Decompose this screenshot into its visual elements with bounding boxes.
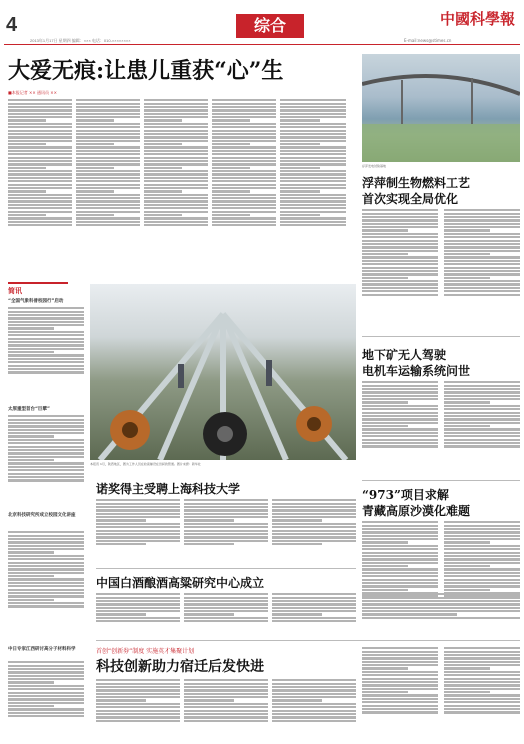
- nobel-col-2: [184, 498, 268, 564]
- lead-col-2: [76, 98, 140, 276]
- sidebar-item-body: [8, 660, 84, 740]
- lead-col-1: [8, 98, 72, 276]
- nobel-col-3: [272, 498, 356, 564]
- mine-col-1: [362, 380, 438, 476]
- liquor-col-3: [272, 592, 356, 636]
- header-rule: [4, 44, 520, 45]
- liquor-col-1: [96, 592, 180, 636]
- suqian-headline: 科技创新助力宿迁后发快进: [96, 659, 264, 675]
- contact-meta: E-mail:news@stimes.cn: [404, 38, 452, 43]
- biofuel-photo-caption: 浮萍发电试验基地: [362, 164, 387, 168]
- suqian-col-1: [96, 678, 180, 740]
- liquor-headline: 中国白酒酿酒高粱研究中心成立: [96, 576, 265, 590]
- lead-col-3: [144, 98, 208, 276]
- p973-headline-1: “973”项目求解: [362, 488, 449, 502]
- liquor-col-2: [184, 592, 268, 636]
- issue-meta: 2013年1月17日 星期四 编辑：××× 电话：010-××××××××: [30, 38, 131, 43]
- fuel-headline-1: 浮萍制生物燃料工艺: [362, 176, 471, 190]
- lead-byline: ■本报记者 ×× 通讯员 ××: [8, 90, 57, 95]
- biofuel-photo: [362, 54, 520, 162]
- divider: [362, 336, 520, 337]
- mine-col-2: [444, 380, 520, 476]
- fuel-col-2: [444, 208, 520, 332]
- sidebar-item-body: [8, 530, 84, 640]
- sidebar-item-title: 北京科技研究所成立校园文化讲座: [8, 513, 76, 518]
- suqian-col-5: [444, 646, 520, 740]
- section-badge: 综合: [236, 14, 304, 38]
- field-photo: [90, 284, 356, 460]
- sidebar-item-body: [8, 306, 84, 402]
- page-number: 4: [6, 14, 18, 36]
- suqian-kicker: 首创“创新券”制度 实施英才集聚计划: [96, 648, 195, 655]
- p973-headline-2: 青藏高原沙漠化难题: [362, 504, 471, 518]
- liquor-col-4: [362, 592, 520, 632]
- divider: [96, 568, 356, 569]
- field-photo-caption: 本报讯 1月，陕西地区，图为工作人员在检查铺设在田间的管道。图片来源：新华社: [90, 462, 201, 466]
- sidebar-item-body: [8, 414, 84, 508]
- lead-col-5: [280, 98, 346, 276]
- suqian-col-2: [184, 678, 268, 740]
- sidebar-heading: 简讯: [8, 287, 22, 295]
- sidebar-item-title: “全国气象科普校园行”启动: [8, 299, 64, 304]
- sidebar-item-title: 中日专家江西研讨高分子材料科学: [8, 647, 76, 652]
- lead-headline: 大爱无痕:让患儿重获“心”生: [8, 58, 284, 84]
- suqian-col-4: [362, 646, 438, 740]
- nobel-col-1: [96, 498, 180, 564]
- sidebar-rule: [8, 282, 68, 284]
- fuel-col-1: [362, 208, 438, 332]
- nobel-headline: 诺奖得主受聘上海科技大学: [96, 482, 241, 496]
- masthead-logo: 中國科學報: [440, 10, 516, 28]
- lead-col-4: [212, 98, 276, 276]
- mine-headline-2: 电机车运输系统问世: [362, 364, 471, 378]
- divider: [362, 480, 520, 481]
- divider: [96, 640, 520, 641]
- sidebar-item-title: 太原重型首台“巨擘”: [8, 407, 50, 412]
- fuel-headline-2: 首次实现全局优化: [362, 192, 459, 206]
- mine-headline-1: 地下矿无人驾驶: [362, 348, 447, 362]
- suqian-col-3: [272, 678, 356, 740]
